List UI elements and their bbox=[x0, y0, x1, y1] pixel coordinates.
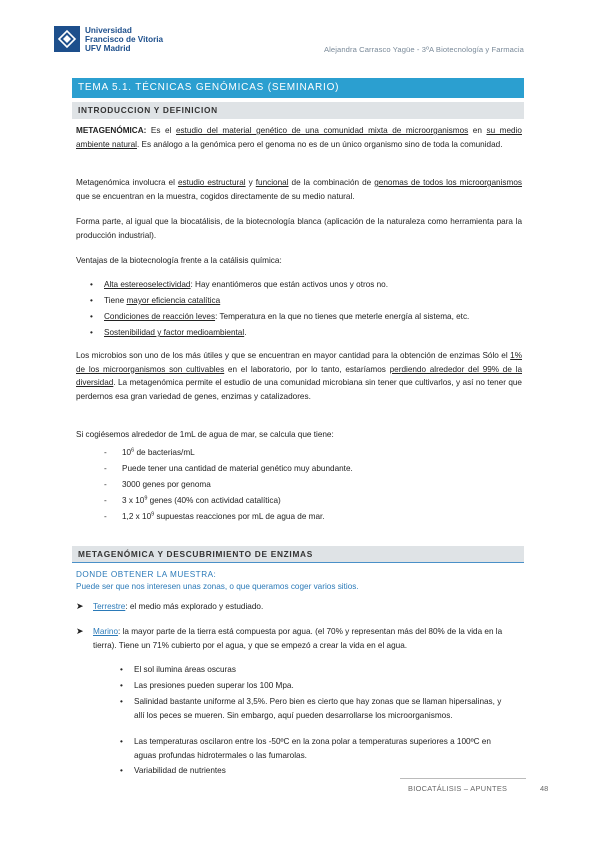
list-item: ➤ Terrestre: el medio más explorado y estudiado. bbox=[76, 600, 522, 614]
list-item: - Puede tener una cantidad de material genético muy abundante. bbox=[104, 464, 353, 473]
list-item: • Variabilidad de nutrientes bbox=[120, 766, 226, 775]
logo-line-1: Universidad bbox=[85, 25, 132, 35]
sub-text-sample: Puede ser que nos interesen unas zonas, o que queramos coger varios sitios. bbox=[76, 582, 359, 591]
arrow-bullet-icon: ➤ bbox=[76, 626, 84, 636]
list-item: - 1,2 x $10^9$ supuestas reacciones por mL de agua de mar. bbox=[104, 511, 325, 521]
paragraph-microbes: Los microbios son uno de los más útiles y que se encuentran en mayor cantidad para la obtención de enzimas Sólo el 1% de los microorganismos son cultivables en el laboratorio, por lo tanto, estaríamos perdiendo alrededor del 99% de la diversidad. La metagenómica permite el estudio de una comunidad microbiana sin tener que cultivarlos, y así no tener que perdernos esa gran variedad de genes, enzimas y catalizadores. bbox=[76, 351, 523, 401]
page-title: TEMA 5.1. TÉCNICAS GENÓMICAS (SEMINARIO) bbox=[72, 78, 524, 98]
logo-line-3: UFV Madrid bbox=[85, 43, 131, 53]
paragraph-white-biotech: Forma parte, al igual que la biocatálisis, de la biotecnología blanca (aplicación de la naturaleza como herramienta para la producción industrial). bbox=[76, 217, 522, 240]
paragraph-definition: METAGENÓMICA: Es el estudio del material genético de una comunidad mixta de microorganismos en su medio ambiente natural. Es análogo a la genómica pero el genoma no es de un único organismo sino de toda la comunidad. bbox=[76, 126, 522, 149]
list-item: - $10^6$ de bacterias/mL bbox=[104, 447, 195, 457]
paragraph-involves: Metagenómica involucra el estudio estructural y funcional de la combinación de genomas de todos los microorganismos que se encuentran en la muestra, cogidos directamente de su medio natural. bbox=[76, 178, 522, 201]
list-item: • El sol ilumina áreas oscuras bbox=[120, 665, 236, 674]
list-item: • Sostenibilidad y factor medioambiental. bbox=[90, 328, 247, 337]
arrow-bullet-icon: ➤ bbox=[76, 601, 84, 611]
list-item: • Salinidad bastante uniforme al 3,5%. Pero bien es cierto que hay zonas que se llaman hipersalinas, y allí los peces se mueren. Sin embargo, aquí pueden desarrollarse los microorganismos. bbox=[120, 697, 502, 720]
list-item: • Condiciones de reacción leves: Temperatura en la que no tienes que meterle energía al sistema, etc. bbox=[90, 312, 470, 321]
paragraph-seawater: Si cogiésemos alrededor de 1mL de agua de mar, se calcula que tiene: bbox=[76, 430, 334, 439]
university-logo bbox=[54, 22, 172, 56]
footer-divider bbox=[400, 778, 526, 779]
footer-label: BIOCATÁLISIS – APUNTES bbox=[408, 784, 508, 793]
list-item: - 3000 genes por genoma bbox=[104, 480, 211, 489]
list-item: • Las presiones pueden superar los 100 Mpa. bbox=[120, 681, 294, 690]
author-header: Alejandra Carrasco Yagüe - 3ºA Biotecnología y Farmacia bbox=[323, 45, 524, 54]
section-heading-enzymes: METAGENÓMICA Y DESCUBRIMIENTO DE ENZIMAS bbox=[72, 546, 524, 563]
list-item: • Alta estereoselectividad: Hay enantiómeros que están activos unos y otros no. bbox=[90, 280, 389, 289]
page-number: 48 bbox=[540, 784, 549, 793]
list-item: • Las temperaturas oscilaron entre los -50ºC en la zona polar a temperaturas superiores a 100ºC en aguas profundas hidrotermales o las fumarolas. bbox=[120, 737, 491, 760]
list-item: • Tiene mayor eficiencia catalítica bbox=[90, 296, 221, 305]
logo-line-2: Francisco de Vitoria bbox=[85, 34, 164, 44]
logo-emblem-icon bbox=[54, 26, 80, 52]
section-heading-intro: INTRODUCCION Y DEFINICION bbox=[72, 102, 524, 119]
paragraph-advantages: Ventajas de la biotecnología frente a la catálisis química: bbox=[76, 256, 282, 265]
list-item: - 3 x $10^9$ genes (40% con actividad catalítica) bbox=[104, 495, 281, 505]
sub-heading-sample: DONDE OBTENER LA MUESTRA: bbox=[76, 570, 217, 579]
list-item: ➤ Marino: la mayor parte de la tierra está compuesta por agua. (el 70% y representan más del 80% de la vida en la tierra). Tiene un 71% cubierto por el agua, y que se empezó a crear la vida en el agua. bbox=[76, 626, 503, 650]
